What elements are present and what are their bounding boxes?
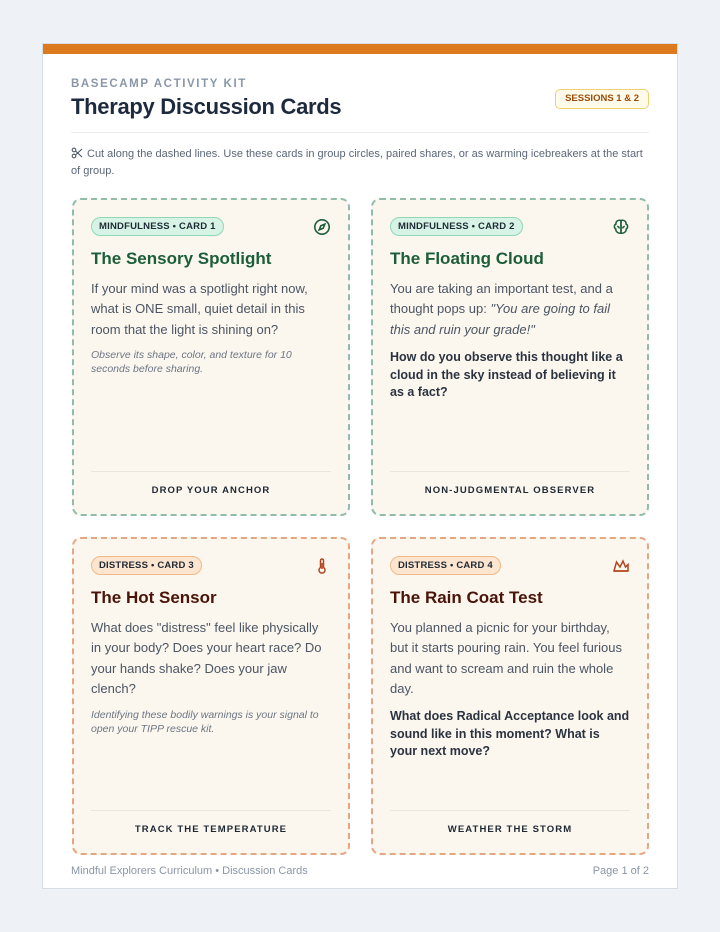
thermometer-icon (313, 557, 331, 575)
card-tag: MINDFULNESS • CARD 1 (91, 217, 224, 236)
card-sensory-spotlight (72, 198, 350, 516)
card-footer: TRACK THE TEMPERATURE (134, 824, 288, 835)
prompt-text: You are taking an important test, and a thought pops up: (390, 281, 613, 317)
card-rain-coat-test (371, 537, 649, 855)
brain-icon (612, 218, 630, 236)
card-note: Observe its shape, color, and texture for 10 seconds before sharing. (91, 349, 292, 375)
card-prompt (390, 279, 630, 340)
card-title: The Hot Sensor (91, 588, 217, 607)
activity-page (42, 43, 678, 889)
compass-icon (313, 218, 331, 236)
card-footer: DROP YOUR ANCHOR (151, 485, 271, 496)
card-footer: NON-JUDGMENTAL OBSERVER (424, 485, 596, 496)
scissors-icon (71, 147, 83, 164)
card-prompt: You planned a picnic for your birthday, but it starts pouring rain. You feel furious and want to scream and ruin the whole day. (390, 620, 622, 696)
card-title: The Floating Cloud (390, 249, 544, 268)
card-tag: DISTRESS • CARD 4 (390, 556, 501, 575)
kit-kicker: BASECAMP ACTIVITY KIT (71, 78, 247, 90)
card-footer: WEATHER THE STORM (447, 824, 573, 835)
instructions-text: Cut along the dashed lines. Use these cards in group circles, paired shares, or as warming icebreakers at the start of group. (71, 148, 643, 177)
cut-instructions (71, 147, 651, 179)
prompt-quote: "You are going to fail this and ruin your grade!" (390, 301, 611, 337)
curriculum-footer: Mindful Explorers Curriculum • Discussion Cards (71, 865, 308, 877)
card-note: Identifying these bodily warnings is your signal to open your TIPP rescue kit. (91, 709, 319, 735)
header-divider (71, 132, 649, 133)
card-divider (390, 810, 630, 811)
card-tag: MINDFULNESS • CARD 2 (390, 217, 523, 236)
card-prompt: What does "distress" feel like physically in your body? Does your heart race? Do your hands shake? Does your jaw clench? (91, 620, 322, 696)
card-question: What does Radical Acceptance look and sound like in this moment? What is your next move? (390, 709, 630, 758)
card-title: The Sensory Spotlight (91, 249, 272, 268)
card-floating-cloud (371, 198, 649, 516)
card-title: The Rain Coat Test (390, 588, 543, 607)
waves-icon (612, 557, 630, 575)
card-divider (390, 471, 630, 472)
page-number: Page 1 of 2 (592, 865, 649, 877)
accent-bar (43, 44, 677, 54)
sessions-badge: SESSIONS 1 & 2 (555, 89, 649, 109)
card-divider (91, 471, 331, 472)
card-tag: DISTRESS • CARD 3 (91, 556, 202, 575)
card-divider (91, 810, 331, 811)
page-title: Therapy Discussion Cards (71, 94, 342, 119)
card-prompt: If your mind was a spotlight right now, what is ONE small, quiet detail in this room that the light is shining on? (91, 281, 308, 337)
card-question: How do you observe this thought like a cloud in the sky instead of believing it as a fact? (390, 350, 623, 399)
card-hot-sensor (72, 537, 350, 855)
